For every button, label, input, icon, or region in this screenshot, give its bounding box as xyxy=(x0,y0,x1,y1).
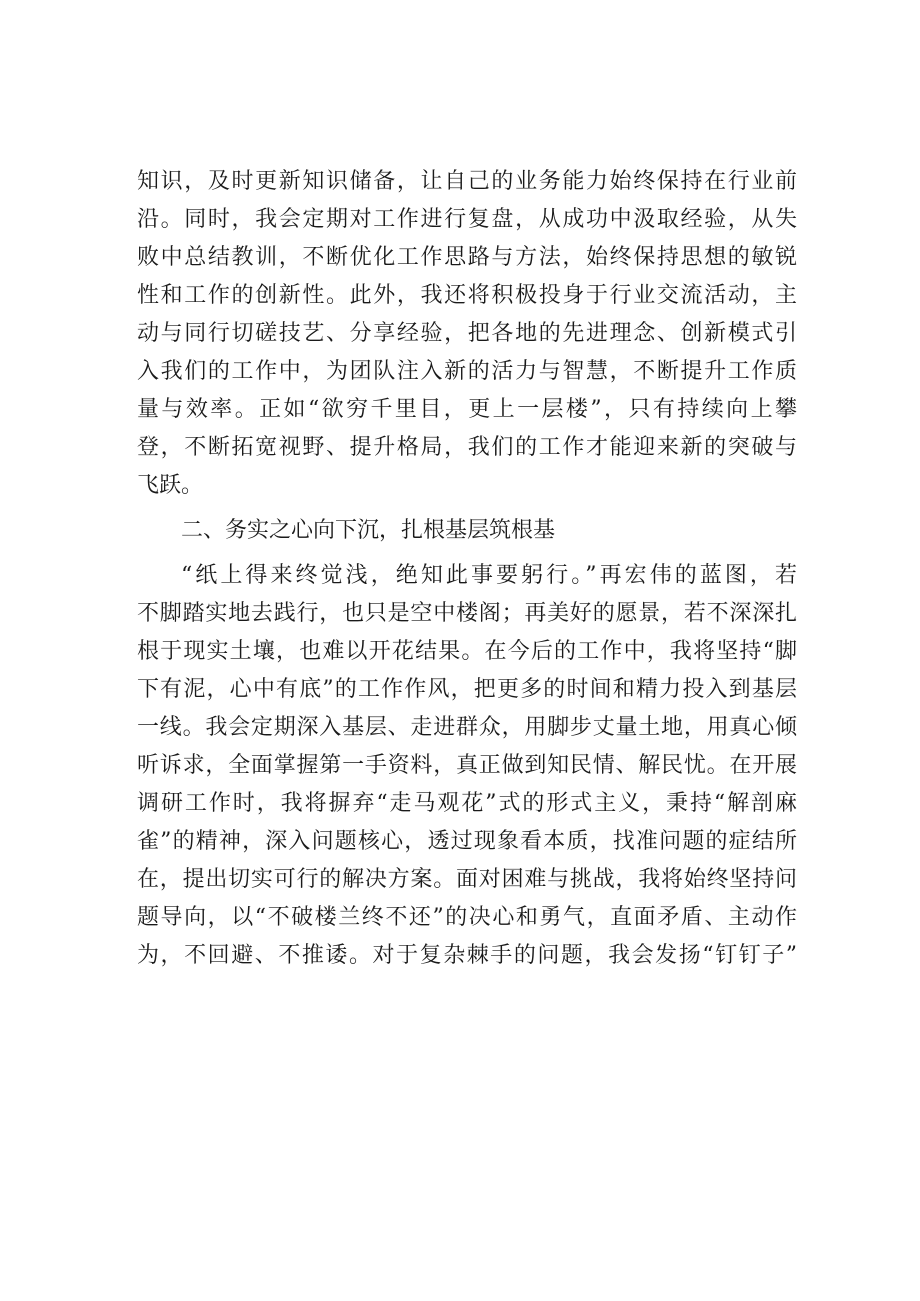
paragraph-2-line-6: 听诉求，全面掌握第一手资料，真正做到知民情、解民忧。在开展 xyxy=(137,753,797,778)
paragraph-2-line-3: 根于现实土壤，也难以开花结果。在今后的工作中，我将坚持“脚 xyxy=(137,639,797,664)
paragraph-2-line-4: 下有泥，心中有底”的工作作风，把更多的时间和精力投入到基层 xyxy=(137,677,797,702)
paragraph-2-line-9: 在，提出切实可行的解决方案。面对困难与挑战，我将始终坚持问 xyxy=(137,867,797,892)
paragraph-2-line-2: 不脚踏实地去践行，也只是空中楼阁；再美好的愿景，若不深深扎 xyxy=(137,601,797,626)
paragraph-2-line-1: “纸上得来终觉浅，绝知此事要躬行。”再宏伟的蓝图，若 xyxy=(181,563,797,588)
paragraph-1-line-6: 入我们的工作中，为团队注入新的活力与智慧，不断提升工作质 xyxy=(137,359,797,384)
paragraph-1-line-5: 动与同行切磋技艺、分享经验，把各地的先进理念、创新模式引 xyxy=(137,321,797,346)
paragraph-2-line-7: 调研工作时，我将摒弃“走马观花”式的形式主义，秉持“解剖麻 xyxy=(137,791,797,816)
paragraph-1-line-1: 知识，及时更新知识储备，让自己的业务能力始终保持在行业前 xyxy=(137,169,797,194)
paragraph-2-line-11: 为，不回避、不推诿。对于复杂棘手的问题，我会发扬“钉钉子” xyxy=(137,943,797,968)
section-heading: 二、务实之心向下沉，扎根基层筑根基 xyxy=(181,518,556,543)
paragraph-2-line-8: 雀”的精神，深入问题核心，透过现象看本质，找准问题的症结所 xyxy=(137,829,797,854)
paragraph-1-line-2: 沿。同时，我会定期对工作进行复盘，从成功中汲取经验，从失 xyxy=(137,207,797,232)
paragraph-1-line-8: 登，不断拓宽视野、提升格局，我们的工作才能迎来新的突破与 xyxy=(137,435,797,460)
paragraph-1-line-4: 性和工作的创新性。此外，我还将积极投身于行业交流活动，主 xyxy=(137,283,797,308)
paragraph-2-line-5: 一线。我会定期深入基层、走进群众，用脚步丈量土地，用真心倾 xyxy=(137,715,797,740)
paragraph-2-line-10: 题导向，以“不破楼兰终不还”的决心和勇气，直面矛盾、主动作 xyxy=(137,905,797,930)
paragraph-1-line-9: 飞跃。 xyxy=(137,473,204,498)
paragraph-1-line-7: 量与效率。正如“欲穷千里目，更上一层楼”，只有持续向上攀 xyxy=(137,397,797,422)
paragraph-1-line-3: 败中总结教训，不断优化工作思路与方法，始终保持思想的敏锐 xyxy=(137,245,797,270)
